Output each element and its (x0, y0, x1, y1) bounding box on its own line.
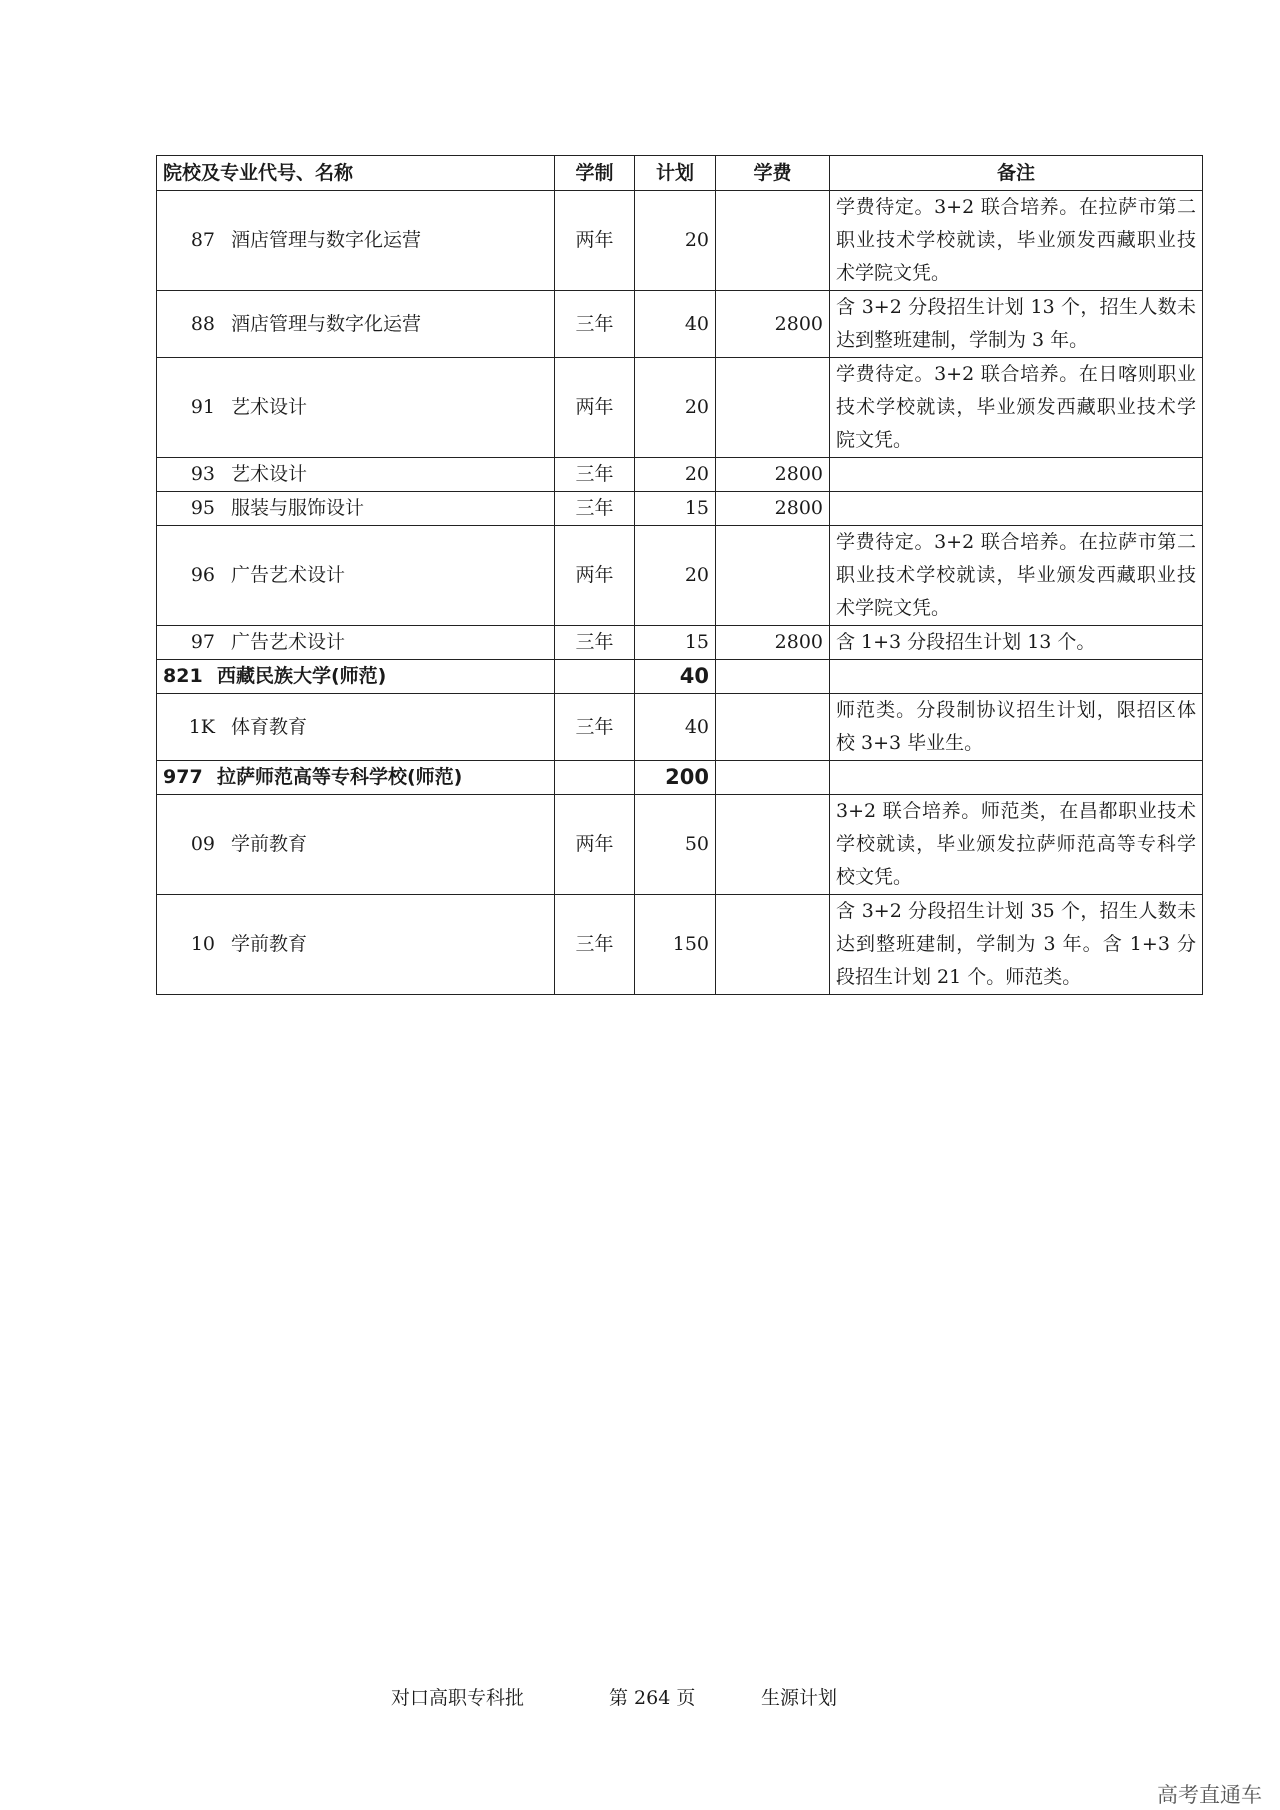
fee-cell (716, 660, 830, 694)
fee-cell (716, 795, 830, 895)
fee-cell (716, 895, 830, 995)
duration-cell: 三年 (555, 895, 635, 995)
table-row (157, 191, 1203, 291)
school-name-cell (157, 660, 555, 694)
plan-cell: 15 (635, 492, 716, 526)
footer-page-number: 第 264 页 (609, 1687, 696, 1709)
table-row (157, 626, 1203, 660)
major-name-cell (157, 895, 555, 995)
plan-cell: 20 (635, 526, 716, 626)
header-plan: 计划 (635, 156, 716, 191)
plan-cell: 20 (635, 191, 716, 291)
plan-cell: 40 (635, 291, 716, 358)
school-code: 821 (163, 665, 203, 687)
fee-cell (716, 761, 830, 795)
school-plan-cell: 200 (635, 761, 716, 795)
footer-section: 生源计划 (761, 1687, 838, 1709)
major-name-cell (157, 191, 555, 291)
table-row (157, 492, 1203, 526)
duration-cell: 三年 (555, 458, 635, 492)
table-row (157, 358, 1203, 458)
duration-cell: 三年 (555, 694, 635, 761)
major-name: 酒店管理与数字化运营 (231, 229, 422, 251)
major-name: 体育教育 (231, 715, 308, 738)
fee-cell (716, 694, 830, 761)
major-name-cell (157, 492, 555, 526)
enrollment-plan-table (156, 155, 1203, 995)
major-name: 艺术设计 (231, 463, 308, 485)
header-note: 备注 (830, 156, 1203, 191)
school-name: 西藏民族大学(师范) (217, 665, 387, 687)
fee-cell (716, 191, 830, 291)
plan-cell: 150 (635, 895, 716, 995)
note-cell: 含 3+2 分段招生计划 13 个，招生人数未达到整班建制，学制为 3 年。 (830, 291, 1203, 358)
school-code: 977 (163, 766, 203, 788)
table-header-row (157, 156, 1203, 191)
fee-cell: 2800 (716, 291, 830, 358)
note-cell (830, 660, 1203, 694)
fee-cell: 2800 (716, 458, 830, 492)
table-row (157, 291, 1203, 358)
fee-cell (716, 358, 830, 458)
watermark: 高考直通车 (1157, 1783, 1262, 1807)
major-name-cell (157, 458, 555, 492)
major-name: 广告艺术设计 (231, 631, 346, 653)
table-row (157, 694, 1203, 761)
table-row (157, 458, 1203, 492)
major-code: 10 (190, 933, 215, 955)
table-row (157, 895, 1203, 995)
major-name-cell (157, 358, 555, 458)
note-cell (830, 458, 1203, 492)
duration-cell (555, 660, 635, 694)
fee-cell: 2800 (716, 626, 830, 660)
school-name-cell (157, 761, 555, 795)
duration-cell: 两年 (555, 795, 635, 895)
major-name: 广告艺术设计 (231, 564, 346, 586)
major-name: 酒店管理与数字化运营 (231, 312, 422, 335)
plan-cell: 50 (635, 795, 716, 895)
major-name-cell (157, 291, 555, 358)
major-code: 88 (190, 312, 215, 335)
school-name: 拉萨师范高等专科学校(师范) (217, 766, 463, 788)
fee-cell: 2800 (716, 492, 830, 526)
duration-cell: 三年 (555, 291, 635, 358)
major-code: 91 (190, 396, 215, 418)
major-name-cell (157, 626, 555, 660)
major-name: 学前教育 (231, 833, 308, 855)
duration-cell: 三年 (555, 626, 635, 660)
header-fee: 学费 (716, 156, 830, 191)
major-code: 87 (190, 229, 215, 251)
major-code: 96 (190, 564, 215, 586)
major-name-cell (157, 795, 555, 895)
plan-cell: 15 (635, 626, 716, 660)
note-cell (830, 761, 1203, 795)
major-code: 1K (188, 715, 215, 738)
duration-cell (555, 761, 635, 795)
duration-cell: 两年 (555, 191, 635, 291)
table-row (157, 526, 1203, 626)
major-code: 95 (190, 497, 215, 519)
school-plan-cell: 40 (635, 660, 716, 694)
note-cell: 学费待定。3+2 联合培养。在拉萨市第二职业技术学校就读，毕业颁发西藏职业技术学院文凭。 (830, 526, 1203, 626)
plan-cell: 40 (635, 694, 716, 761)
duration-cell: 两年 (555, 526, 635, 626)
table-row (157, 795, 1203, 895)
note-cell: 师范类。分段制协议招生计划，限招区体校 3+3 毕业生。 (830, 694, 1203, 761)
major-name-cell (157, 526, 555, 626)
major-code: 93 (190, 463, 215, 485)
header-name: 院校及专业代号、名称 (157, 156, 555, 191)
duration-cell: 三年 (555, 492, 635, 526)
plan-cell: 20 (635, 458, 716, 492)
note-cell: 含 3+2 分段招生计划 35 个，招生人数未达到整班建制，学制为 3 年。含 1+3 分段招生计划 21 个。师范类。 (830, 895, 1203, 995)
header-duration: 学制 (555, 156, 635, 191)
note-cell (830, 492, 1203, 526)
major-code: 97 (190, 631, 215, 653)
note-cell: 3+2 联合培养。师范类，在昌都职业技术学校就读，毕业颁发拉萨师范高等专科学校文凭。 (830, 795, 1203, 895)
major-name: 服装与服饰设计 (231, 497, 365, 519)
school-row (157, 761, 1203, 795)
major-name: 艺术设计 (231, 396, 308, 418)
duration-cell: 两年 (555, 358, 635, 458)
plan-cell: 20 (635, 358, 716, 458)
major-code: 09 (190, 833, 215, 855)
note-cell: 学费待定。3+2 联合培养。在拉萨市第二职业技术学校就读，毕业颁发西藏职业技术学院文凭。 (830, 191, 1203, 291)
note-cell: 学费待定。3+2 联合培养。在日喀则职业技术学校就读，毕业颁发西藏职业技术学院文凭。 (830, 358, 1203, 458)
note-cell: 含 1+3 分段招生计划 13 个。 (830, 626, 1203, 660)
school-row (157, 660, 1203, 694)
fee-cell (716, 526, 830, 626)
footer-batch: 对口高职专科批 (391, 1687, 525, 1709)
major-name: 学前教育 (231, 933, 308, 955)
major-name-cell (157, 694, 555, 761)
